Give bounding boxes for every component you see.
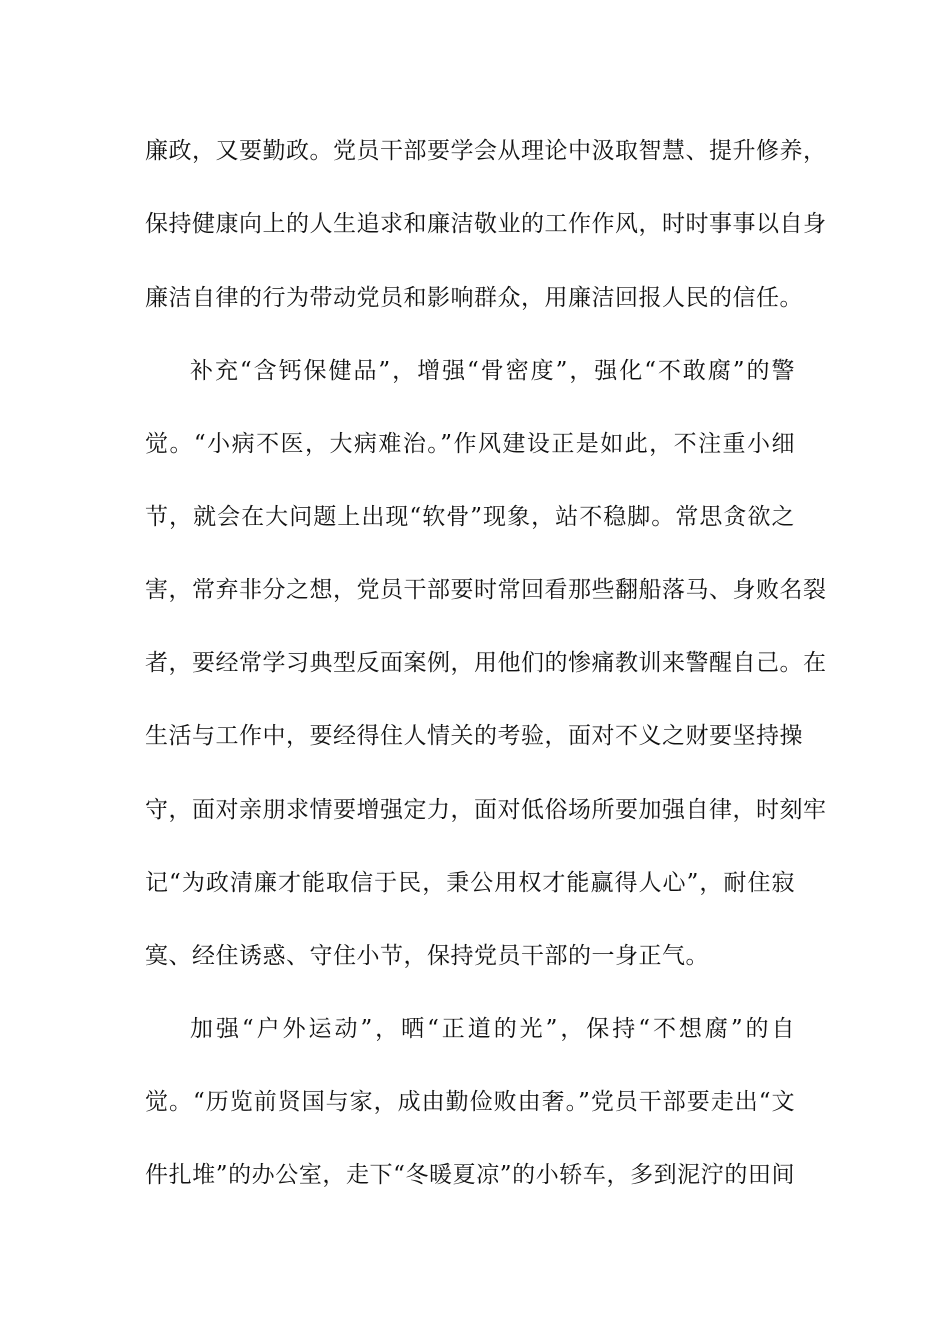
text-line: 觉。“历览前贤国与家，成由勤俭败由奢。”党员干部要走出“文 bbox=[145, 1089, 795, 1115]
text-line: 件扎堆”的办公室，走下“冬暖夏凉”的小轿车，多到泥泞的田间 bbox=[145, 1162, 795, 1188]
paragraph-first-line: 补充“含钙保健品”，增强“骨密度”，强化“不敢腐”的警 bbox=[190, 358, 795, 384]
text-line: 记“为政清廉才能取信于民，秉公用权才能赢得人心”，耐住寂 bbox=[145, 870, 795, 896]
text-line: 廉政，又要勤政。党员干部要学会从理论中汲取智慧、提升修养， bbox=[145, 138, 827, 164]
text-line: 害，常弃非分之想，党员干部要时常回看那些翻船落马、身败名裂 bbox=[145, 577, 827, 603]
text-line: 守，面对亲朋求情要增强定力，面对低俗场所要加强自律，时刻牢 bbox=[145, 797, 827, 823]
text-line: 生活与工作中，要经得住人情关的考验，面对不义之财要坚持操 bbox=[145, 723, 803, 749]
paragraph-first-line: 加强“户外运动”，晒“正道的光”，保持“不想腐”的自 bbox=[190, 1016, 795, 1042]
text-line: 保持健康向上的人生追求和廉洁敬业的工作作风，时时事事以自身 bbox=[145, 211, 827, 237]
text-line: 寞、经住诱惑、守住小节，保持党员干部的一身正气。 bbox=[145, 943, 709, 969]
text-line: 觉。“小病不医，大病难治。”作风建设正是如此，不注重小细 bbox=[145, 431, 795, 457]
text-line: 者，要经常学习典型反面案例，用他们的惨痛教训来警醒自己。在 bbox=[145, 650, 827, 676]
text-line: 节，就会在大问题上出现“软骨”现象，站不稳脚。常思贪欲之 bbox=[145, 504, 795, 530]
text-line: 廉洁自律的行为带动党员和影响群众，用廉洁回报人民的信任。 bbox=[145, 285, 803, 311]
